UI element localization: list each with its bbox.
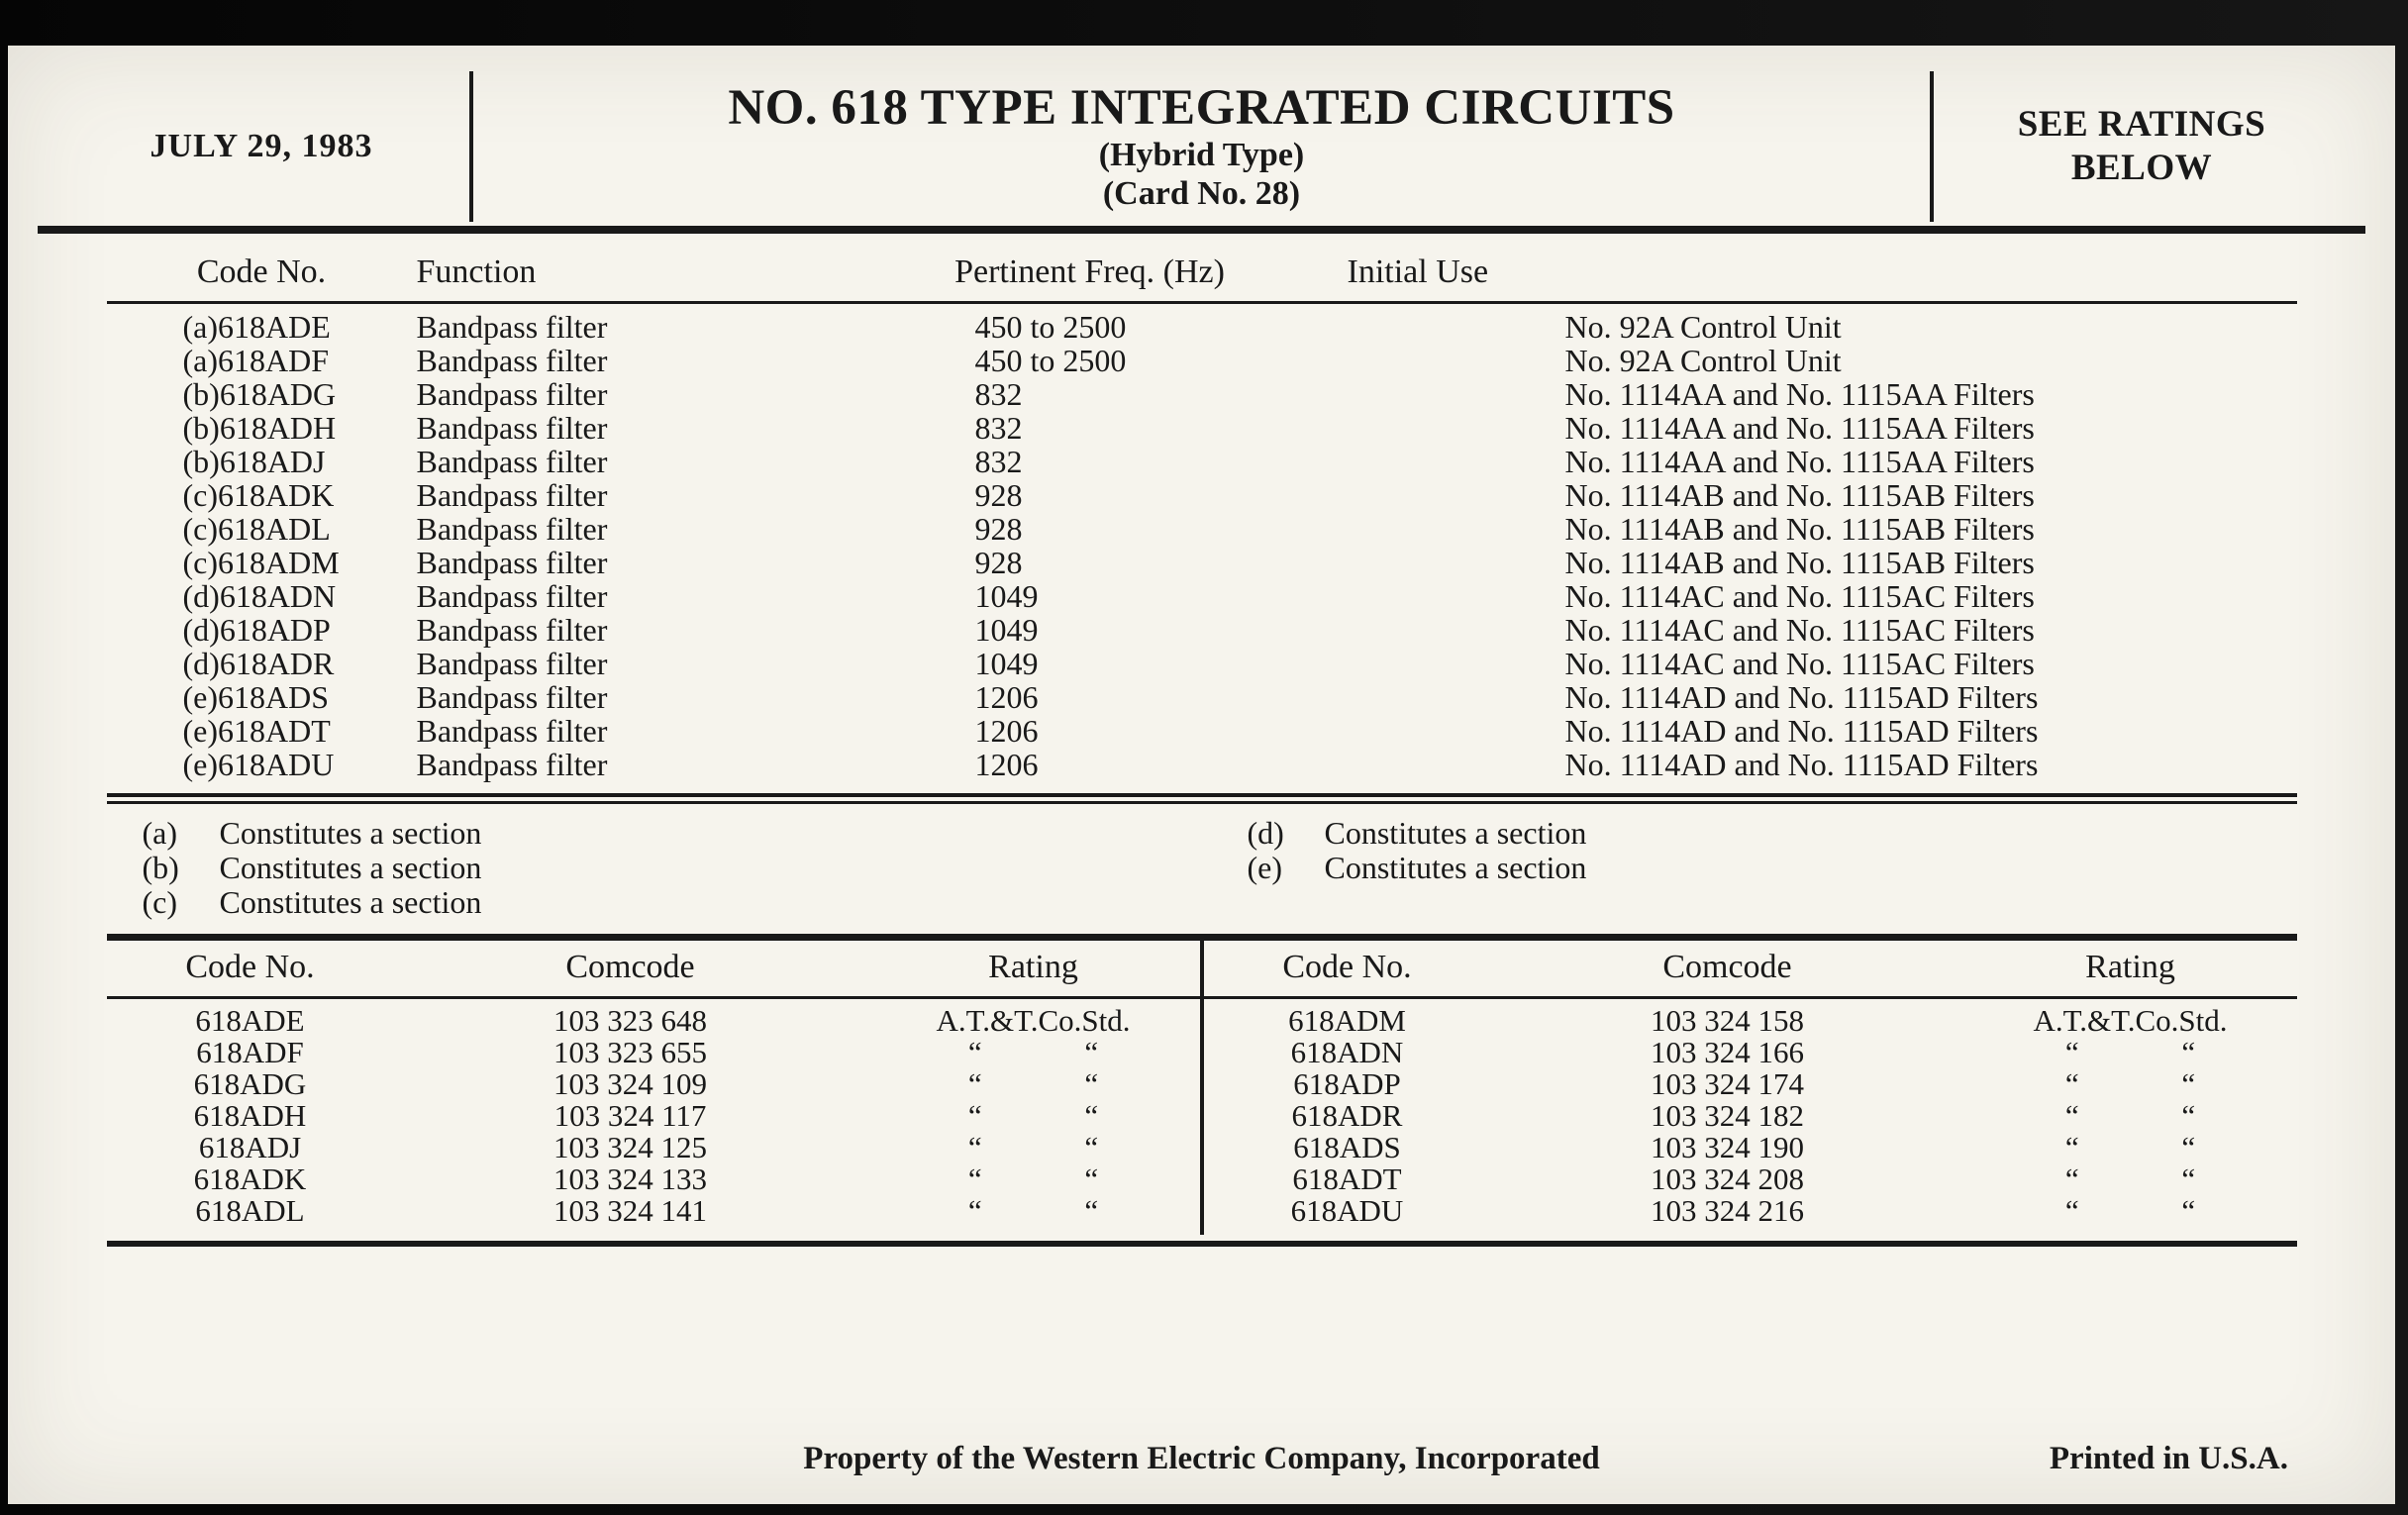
rating-cell: “ “ xyxy=(967,1130,1099,1164)
code-cell: (e)618ADU xyxy=(182,747,335,782)
code-cell: (a)618ADE xyxy=(182,309,331,345)
code-cell: 618ADL xyxy=(195,1193,305,1228)
comcode-cell: 103 324 182 xyxy=(1651,1098,1804,1133)
function-cell: Bandpass filter xyxy=(416,713,608,749)
use-cell: No. 92A Control Unit xyxy=(1564,309,1842,345)
footnote-text: Constitutes a section xyxy=(219,884,482,920)
table-row xyxy=(107,748,2297,787)
freq-cell: 450 to 2500 xyxy=(974,343,1127,378)
rating-cell: “ “ xyxy=(967,1162,1099,1196)
function-cell: Bandpass filter xyxy=(416,511,608,547)
rating-cell: “ “ xyxy=(2064,1035,2196,1069)
freq-cell: 1206 xyxy=(974,747,1039,782)
comcode-cell: 103 324 133 xyxy=(553,1162,707,1196)
freq-cell: 832 xyxy=(974,410,1023,446)
table-row xyxy=(107,579,2297,613)
freq-cell: 832 xyxy=(974,376,1023,412)
table-row xyxy=(107,1037,1200,1068)
subtitle-hybrid-type: (Hybrid Type) xyxy=(1098,137,1305,173)
function-cell: Bandpass filter xyxy=(416,679,608,715)
function-header: Function xyxy=(417,246,833,303)
code-no-header: Code No. xyxy=(1204,941,1491,998)
table-row xyxy=(1204,1163,2297,1195)
rating-cell: “ “ xyxy=(2064,1193,2196,1228)
comcode-cell: 103 323 655 xyxy=(553,1035,707,1069)
code-cell: (e)618ADS xyxy=(182,679,330,715)
table-row xyxy=(107,1100,1200,1132)
ratings-note-line1: SEE RATINGS xyxy=(2017,104,2266,146)
table-row xyxy=(107,546,2297,579)
footnote-c xyxy=(143,885,1202,920)
comcode-header: Comcode xyxy=(1491,941,1964,998)
masthead-divider-rule xyxy=(38,226,2365,234)
freq-cell: 928 xyxy=(974,511,1023,547)
table-row xyxy=(107,411,2297,445)
rating-cell: “ “ xyxy=(967,1193,1099,1228)
comcode-cell: 103 324 109 xyxy=(553,1066,707,1101)
use-cell: No. 1114AC and No. 1115AC Filters xyxy=(1564,612,2035,648)
ratings-right-body xyxy=(1204,998,2297,1236)
table-row xyxy=(107,377,2297,411)
table-row xyxy=(107,714,2297,748)
function-cell: Bandpass filter xyxy=(416,477,608,513)
table-row xyxy=(107,1163,1200,1195)
code-cell: (d)618ADP xyxy=(182,612,331,648)
use-cell: No. 1114AD and No. 1115AD Filters xyxy=(1564,713,2039,749)
rating-cell: “ “ xyxy=(2064,1130,2196,1164)
footnote-d xyxy=(1248,816,2297,851)
footnotes-left-column xyxy=(107,816,1202,920)
footnotes-right-column xyxy=(1202,816,2297,920)
ratings-right-header xyxy=(1204,941,2297,998)
property-notice: Property of the Western Electric Company, Incorporated xyxy=(803,1441,1600,1476)
function-cell: Bandpass filter xyxy=(416,545,608,580)
table-row xyxy=(1204,1068,2297,1100)
document-title: NO. 618 TYPE INTEGRATED CIRCUITS xyxy=(728,80,1675,136)
use-cell: No. 1114AD and No. 1115AD Filters xyxy=(1564,679,2039,715)
rating-cell: “ “ xyxy=(967,1066,1099,1101)
issue-date: JULY 29, 1983 xyxy=(150,128,373,164)
freq-cell: 1049 xyxy=(974,578,1039,614)
freq-cell: 1206 xyxy=(974,713,1039,749)
function-cell: Bandpass filter xyxy=(416,309,608,345)
pertinent-freq-header: Pertinent Freq. (Hz) xyxy=(833,246,1348,303)
table-row xyxy=(107,303,2297,345)
header-row xyxy=(1204,941,2297,998)
rating-cell: “ “ xyxy=(967,1098,1099,1133)
use-cell: No. 1114AC and No. 1115AC Filters xyxy=(1564,578,2035,614)
circuits-table-header xyxy=(107,246,2297,303)
footnote-label: (b) xyxy=(142,850,179,885)
footnote-label: (d) xyxy=(1247,815,1284,851)
function-cell: Bandpass filter xyxy=(416,410,608,446)
use-cell: No. 1114AA and No. 1115AA Filters xyxy=(1564,410,2035,446)
function-cell: Bandpass filter xyxy=(416,376,608,412)
footnotes xyxy=(107,816,2297,920)
table-row xyxy=(107,445,2297,478)
subtitle-card-no: (Card No. 28) xyxy=(1102,174,1301,212)
use-cell: No. 1114AB and No. 1115AB Filters xyxy=(1564,511,2035,547)
rating-header: Rating xyxy=(867,941,1200,998)
footnote-label: (a) xyxy=(142,815,178,851)
code-cell: (c)618ADK xyxy=(182,477,335,513)
use-cell: No. 1114AA and No. 1115AA Filters xyxy=(1564,444,2035,479)
freq-cell: 1049 xyxy=(974,612,1039,648)
table-row xyxy=(107,1132,1200,1163)
rating-cell: A.T.&T.Co.Std. xyxy=(936,1003,1131,1038)
code-cell: (c)618ADL xyxy=(182,511,331,547)
code-cell: (b)618ADH xyxy=(182,410,337,446)
circuits-table-body xyxy=(107,303,2297,788)
footnote-b xyxy=(143,851,1202,885)
footnote-text: Constitutes a section xyxy=(219,815,482,851)
footnote-label: (e) xyxy=(1247,850,1283,885)
ratings-note-line2: BELOW xyxy=(2070,148,2213,188)
table-row xyxy=(1204,1037,2297,1068)
table-row xyxy=(107,1068,1200,1100)
freq-cell: 928 xyxy=(974,545,1023,580)
comcode-cell: 103 324 216 xyxy=(1651,1193,1804,1228)
function-cell: Bandpass filter xyxy=(416,612,608,648)
freq-cell: 1049 xyxy=(974,646,1039,681)
code-cell: 618ADM xyxy=(1288,1003,1406,1038)
comcode-cell: 103 323 648 xyxy=(553,1003,707,1038)
section-divider-double-rule xyxy=(107,793,2297,804)
circuits-table xyxy=(107,246,2297,787)
rating-header: Rating xyxy=(1964,941,2297,998)
code-cell: (d)618ADR xyxy=(182,646,335,681)
code-cell: (b)618ADJ xyxy=(182,444,326,479)
comcode-cell: 103 324 174 xyxy=(1651,1066,1804,1101)
freq-cell: 450 to 2500 xyxy=(974,309,1127,345)
use-cell: No. 1114AB and No. 1115AB Filters xyxy=(1564,477,2035,513)
ratings-table-right xyxy=(1204,941,2297,1235)
table-row xyxy=(107,344,2297,377)
code-no-header: Code No. xyxy=(107,246,417,303)
ratings-section-bottom-rule xyxy=(107,1241,2297,1247)
footnote-text: Constitutes a section xyxy=(1324,850,1587,885)
ratings-table-left xyxy=(107,941,1200,1235)
page-footer xyxy=(8,1441,2395,1482)
code-cell: (c)618ADM xyxy=(182,545,340,580)
code-cell: 618ADH xyxy=(193,1098,307,1133)
footnote-label: (c) xyxy=(142,884,178,920)
table-row xyxy=(107,512,2297,546)
function-cell: Bandpass filter xyxy=(416,646,608,681)
code-cell: 618ADJ xyxy=(198,1130,302,1164)
comcode-cell: 103 324 158 xyxy=(1651,1003,1804,1038)
code-cell: (e)618ADT xyxy=(182,713,331,749)
code-cell: (b)618ADG xyxy=(182,376,337,412)
code-cell: 618ADR xyxy=(1291,1098,1403,1133)
comcode-cell: 103 324 125 xyxy=(553,1130,707,1164)
footnote-text: Constitutes a section xyxy=(1324,815,1587,851)
rating-cell: “ “ xyxy=(2064,1066,2196,1101)
use-cell: No. 1114AD and No. 1115AD Filters xyxy=(1564,747,2039,782)
function-cell: Bandpass filter xyxy=(416,343,608,378)
header-row xyxy=(107,246,2297,303)
rating-cell: “ “ xyxy=(967,1035,1099,1069)
function-cell: Bandpass filter xyxy=(416,747,608,782)
footnote-e xyxy=(1248,851,2297,885)
table-row xyxy=(1204,1195,2297,1235)
table-row xyxy=(1204,998,2297,1038)
code-cell: 618ADG xyxy=(193,1066,307,1101)
table-row xyxy=(107,998,1200,1038)
header-row xyxy=(107,941,1200,998)
freq-cell: 1206 xyxy=(974,679,1039,715)
use-cell: No. 1114AA and No. 1115AA Filters xyxy=(1564,376,2035,412)
comcode-cell: 103 324 166 xyxy=(1651,1035,1804,1069)
see-ratings-note xyxy=(1934,71,2350,222)
ratings-section-top-rule xyxy=(107,934,2297,941)
code-cell: 618ADE xyxy=(195,1003,305,1038)
code-cell: 618ADS xyxy=(1293,1130,1401,1164)
table-row xyxy=(1204,1100,2297,1132)
freq-cell: 928 xyxy=(974,477,1023,513)
comcode-header: Comcode xyxy=(394,941,867,998)
footnote-a xyxy=(143,816,1202,851)
code-cell: 618ADT xyxy=(1292,1162,1402,1196)
comcode-cell: 103 324 117 xyxy=(553,1098,707,1133)
code-cell: 618ADU xyxy=(1290,1193,1404,1228)
comcode-cell: 103 324 141 xyxy=(553,1193,707,1228)
table-row xyxy=(107,478,2297,512)
code-cell: (d)618ADN xyxy=(182,578,337,614)
initial-use-header: Initial Use xyxy=(1348,246,2297,303)
use-cell: No. 1114AC and No. 1115AC Filters xyxy=(1564,646,2035,681)
code-cell: 618ADF xyxy=(196,1035,304,1069)
printed-in-usa: Printed in U.S.A. xyxy=(2049,1441,2288,1476)
comcode-cell: 103 324 208 xyxy=(1651,1162,1804,1196)
table-row xyxy=(107,1195,1200,1235)
freq-cell: 832 xyxy=(974,444,1023,479)
function-cell: Bandpass filter xyxy=(416,444,608,479)
footnote-text: Constitutes a section xyxy=(219,850,482,885)
table-row xyxy=(107,647,2297,680)
rating-cell: “ “ xyxy=(2064,1162,2196,1196)
table-row xyxy=(1204,1132,2297,1163)
code-cell: (a)618ADF xyxy=(182,343,330,378)
code-cell: 618ADK xyxy=(193,1162,307,1196)
masthead-center xyxy=(469,71,1934,222)
table-row xyxy=(107,613,2297,647)
comcode-cell: 103 324 190 xyxy=(1651,1130,1804,1164)
ratings-left-header xyxy=(107,941,1200,998)
code-cell: 618ADN xyxy=(1290,1035,1404,1069)
use-cell: No. 92A Control Unit xyxy=(1564,343,1842,378)
ratings-section xyxy=(107,941,2297,1235)
ratings-left-body xyxy=(107,998,1200,1236)
rating-cell: “ “ xyxy=(2064,1098,2196,1133)
code-no-header: Code No. xyxy=(107,941,394,998)
code-cell: 618ADP xyxy=(1293,1066,1401,1101)
masthead xyxy=(53,71,2350,222)
paper-page xyxy=(8,46,2395,1504)
function-cell: Bandpass filter xyxy=(416,578,608,614)
use-cell: No. 1114AB and No. 1115AB Filters xyxy=(1564,545,2035,580)
rating-cell: A.T.&T.Co.Std. xyxy=(2033,1003,2228,1038)
table-row xyxy=(107,680,2297,714)
